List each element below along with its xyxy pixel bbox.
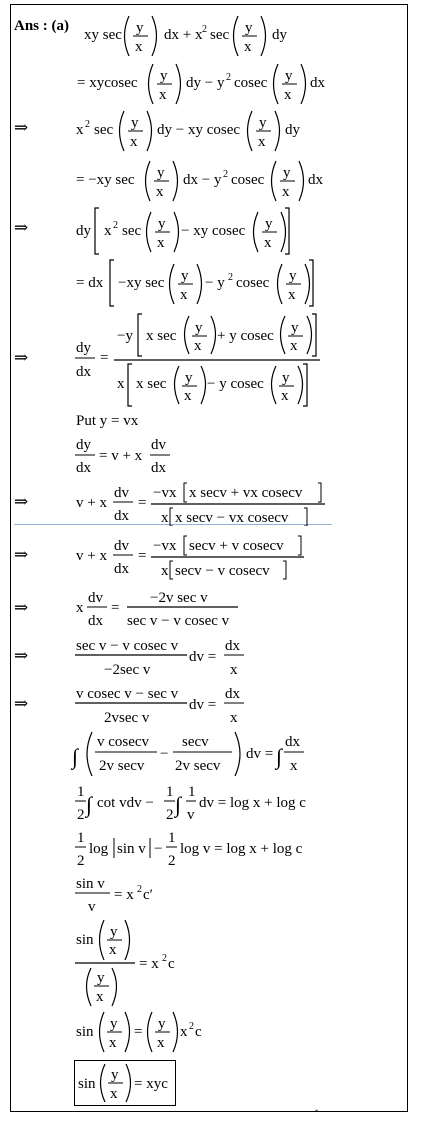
svg-text:log: log <box>89 841 109 857</box>
svg-text:= −xy sec: = −xy sec <box>76 172 135 188</box>
svg-text:sec v − v cosec v: sec v − v cosec v <box>76 638 179 654</box>
svg-text:dx: dx <box>88 613 103 629</box>
svg-text:x: x <box>264 235 272 251</box>
svg-text:y: y <box>185 370 193 386</box>
svg-text:2: 2 <box>113 220 118 231</box>
svg-text:x sec: x sec <box>146 328 177 344</box>
svg-text:dx: dx <box>310 75 325 91</box>
svg-text:dv: dv <box>114 485 129 501</box>
svg-text:x: x <box>230 710 238 726</box>
svg-text:x secv + vx cosecv: x secv + vx cosecv <box>189 485 303 501</box>
svg-text:1: 1 <box>188 784 196 800</box>
svg-text:dv = log x + log c: dv = log x + log c <box>199 795 306 811</box>
svg-text:x: x <box>159 87 167 103</box>
svg-text:x: x <box>109 942 117 958</box>
equation-line-9 <box>0 430 428 478</box>
svg-text:x: x <box>156 184 164 200</box>
svg-text:sin: sin <box>78 1076 96 1092</box>
equation-line-15 <box>0 728 428 778</box>
svg-text:∫: ∫ <box>72 744 79 769</box>
equation-line-21 <box>0 1060 428 1106</box>
svg-text:−vx: −vx <box>153 485 177 501</box>
svg-text:+ y cosec: + y cosec <box>217 328 274 344</box>
svg-text:x: x <box>161 563 169 579</box>
svg-text:sin: sin <box>76 932 94 948</box>
svg-text:x: x <box>96 989 104 1005</box>
svg-text:y: y <box>285 68 293 84</box>
equation-line-6 <box>0 256 428 308</box>
implies-arrow: ⇒ <box>14 348 29 367</box>
svg-text:=: = <box>100 350 109 366</box>
svg-text:x: x <box>184 388 192 404</box>
implies-arrow: ⇒ <box>14 492 29 511</box>
svg-text:v: v <box>88 899 96 915</box>
equation-line-19 <box>0 916 428 1008</box>
svg-text:dx: dx <box>76 460 91 476</box>
svg-text:−: − <box>160 746 169 762</box>
svg-text:y: y <box>160 68 168 84</box>
equation-line-5 <box>0 204 428 256</box>
svg-text:y: y <box>158 1016 166 1032</box>
svg-text:1: 1 <box>168 830 176 846</box>
svg-text:= xyc: = xyc <box>134 1076 168 1092</box>
svg-text:x: x <box>194 338 202 354</box>
svg-text:y: y <box>291 320 299 336</box>
svg-text:x: x <box>244 39 252 55</box>
svg-text:v: v <box>187 807 195 823</box>
svg-text:x: x <box>76 122 84 138</box>
svg-text:cosec: cosec <box>234 75 268 91</box>
svg-text:x: x <box>161 510 169 526</box>
svg-text:x: x <box>281 388 289 404</box>
equation-line-7 <box>0 310 428 410</box>
equation-line-10 <box>0 478 428 526</box>
svg-text:dv: dv <box>114 538 129 554</box>
svg-text:y: y <box>195 320 203 336</box>
svg-text:v + x: v + x <box>76 548 107 564</box>
svg-text:x: x <box>157 235 165 251</box>
svg-text:x: x <box>288 287 296 303</box>
svg-text:x: x <box>284 87 292 103</box>
svg-text:cosec: cosec <box>231 172 265 188</box>
svg-text:y: y <box>265 216 273 232</box>
svg-text:−2v sec v: −2v sec v <box>150 590 208 606</box>
implies-arrow: ⇒ <box>14 598 29 617</box>
equation-line-14 <box>0 680 428 728</box>
equation-line-3 <box>0 104 428 154</box>
svg-text:dx: dx <box>114 508 129 524</box>
svg-text:x sec: x sec <box>136 376 167 392</box>
svg-text:− y: − y <box>205 275 225 291</box>
equation-line-8 <box>0 408 428 432</box>
svg-text:x: x <box>117 376 125 392</box>
svg-text:2: 2 <box>162 953 167 964</box>
svg-text:y: y <box>283 165 291 181</box>
svg-text:y: y <box>136 20 144 36</box>
svg-text:y: y <box>158 216 166 232</box>
svg-text:dy − xy cosec: dy − xy cosec <box>157 122 241 138</box>
svg-text:x: x <box>180 287 188 303</box>
equation-line-13 <box>0 632 428 680</box>
svg-text:−2sec v: −2sec v <box>104 662 151 678</box>
svg-text:x: x <box>290 758 298 774</box>
svg-text:dy: dy <box>272 27 287 43</box>
svg-text:sec: sec <box>94 122 114 138</box>
equation-line-16 <box>0 778 428 826</box>
svg-text:sec: sec <box>210 27 230 43</box>
svg-text:y: y <box>97 970 105 986</box>
equation-line-1 <box>0 6 428 56</box>
equation-line-2 <box>0 56 428 106</box>
svg-text:y: y <box>289 268 297 284</box>
svg-text:dy − y: dy − y <box>186 75 225 91</box>
svg-text:sin v: sin v <box>117 841 146 857</box>
svg-text:−vx: −vx <box>153 538 177 554</box>
svg-text:1: 1 <box>77 830 85 846</box>
svg-text:x: x <box>76 600 84 616</box>
svg-text:xy sec: xy sec <box>84 27 122 43</box>
svg-text:dx + x: dx + x <box>164 27 203 43</box>
svg-text:= x: = x <box>139 956 159 972</box>
svg-text:y: y <box>259 115 267 131</box>
svg-text:2: 2 <box>189 1021 194 1032</box>
equation-line-18 <box>0 870 428 918</box>
svg-text:2: 2 <box>137 884 142 895</box>
svg-text:= x: = x <box>114 887 134 903</box>
svg-text:dv =: dv = <box>189 649 217 665</box>
svg-text:2vsec v: 2vsec v <box>104 710 150 726</box>
svg-text:=: = <box>138 548 147 564</box>
svg-text:dv =: dv = <box>246 746 274 762</box>
svg-text:=: = <box>111 600 120 616</box>
svg-text:2: 2 <box>166 807 174 823</box>
implies-arrow: ⇒ <box>14 118 29 137</box>
svg-text:y: y <box>245 20 253 36</box>
implies-arrow: ⇒ <box>14 646 29 665</box>
svg-text:2v secv: 2v secv <box>175 758 221 774</box>
svg-text:=: = <box>134 1024 143 1040</box>
equation-line-20 <box>0 1006 428 1058</box>
svg-text:dy: dy <box>285 122 300 138</box>
svg-text:sin v: sin v <box>76 876 105 892</box>
svg-text:dv =: dv = <box>189 697 217 713</box>
svg-text:c: c <box>168 956 175 972</box>
svg-text:dx: dx <box>114 561 129 577</box>
svg-text:secv: secv <box>182 734 209 750</box>
svg-text:2: 2 <box>168 853 176 869</box>
svg-text:= dx: = dx <box>76 275 104 291</box>
svg-text:sin: sin <box>76 1024 94 1040</box>
svg-text:x: x <box>109 1035 117 1051</box>
svg-text:dv: dv <box>151 437 166 453</box>
svg-text:=: = <box>138 495 147 511</box>
svg-text:x: x <box>230 662 238 678</box>
svg-text:−xy sec: −xy sec <box>118 275 165 291</box>
svg-text:dx: dx <box>225 638 240 654</box>
svg-text:x: x <box>258 134 266 150</box>
svg-text:secv − v cosecv: secv − v cosecv <box>175 563 270 579</box>
svg-text:dy: dy <box>76 437 91 453</box>
svg-text:y: y <box>282 370 290 386</box>
equation-line-11 <box>0 532 428 580</box>
svg-text:2: 2 <box>77 853 85 869</box>
svg-text:y: y <box>110 1016 118 1032</box>
svg-text:dx: dx <box>225 686 240 702</box>
svg-text:x: x <box>290 338 298 354</box>
svg-text:x: x <box>282 184 290 200</box>
svg-text:1: 1 <box>77 784 85 800</box>
svg-text:2: 2 <box>77 807 85 823</box>
svg-text:y: y <box>157 165 165 181</box>
svg-text:− y cosec: − y cosec <box>207 376 264 392</box>
svg-text:Put y = vx: Put y = vx <box>76 413 139 429</box>
svg-text:dx: dx <box>308 172 323 188</box>
implies-arrow: ⇒ <box>14 545 29 564</box>
svg-text:v cosec v − sec v: v cosec v − sec v <box>76 686 179 702</box>
svg-text:cosec: cosec <box>236 275 270 291</box>
svg-text:− xy cosec: − xy cosec <box>181 223 246 239</box>
svg-text:y: y <box>181 268 189 284</box>
svg-text:x: x <box>180 1024 188 1040</box>
svg-text:x: x <box>104 223 112 239</box>
svg-text:2: 2 <box>228 272 233 283</box>
svg-text:c: c <box>195 1024 202 1040</box>
svg-text:−y: −y <box>117 328 133 344</box>
svg-text:v cosecv: v cosecv <box>97 734 150 750</box>
svg-text:x: x <box>135 39 143 55</box>
svg-text:∫: ∫ <box>276 744 283 769</box>
svg-text:sec: sec <box>122 223 142 239</box>
svg-text:secv + v cosecv: secv + v cosecv <box>189 538 284 554</box>
svg-text:2: 2 <box>226 72 231 83</box>
implies-arrow: ⇒ <box>14 218 29 237</box>
svg-text:y: y <box>110 924 118 940</box>
svg-text:x: x <box>130 134 138 150</box>
svg-text:x: x <box>110 1086 118 1102</box>
svg-text:v + x: v + x <box>76 495 107 511</box>
equation-line-4 <box>0 154 428 204</box>
svg-text:dv: dv <box>88 590 103 606</box>
svg-text:= v + x: = v + x <box>99 448 143 464</box>
svg-text:−: − <box>154 841 163 857</box>
svg-text:dx: dx <box>151 460 166 476</box>
svg-text:dy: dy <box>76 223 91 239</box>
svg-text:sec v − v cosec v: sec v − v cosec v <box>127 613 230 629</box>
svg-text:dx − y: dx − y <box>183 172 222 188</box>
svg-text:x: x <box>157 1035 165 1051</box>
svg-text:∫: ∫ <box>86 792 93 817</box>
svg-text:x secv − vx cosecv: x secv − vx cosecv <box>175 510 289 526</box>
corner-mark: ˇ <box>315 1108 318 1118</box>
svg-text:1: 1 <box>166 784 174 800</box>
svg-text:2v secv: 2v secv <box>99 758 145 774</box>
answer-label: Ans : (a) <box>14 18 69 34</box>
svg-text:log v = log x + log c: log v = log x + log c <box>180 841 303 857</box>
svg-text:dx: dx <box>285 734 300 750</box>
implies-arrow: ⇒ <box>14 694 29 713</box>
svg-text:c′: c′ <box>143 887 153 903</box>
svg-text:= xycosec: = xycosec <box>77 75 138 91</box>
svg-text:y: y <box>111 1067 119 1083</box>
equation-line-12 <box>0 584 428 632</box>
svg-text:2: 2 <box>223 169 228 180</box>
svg-text:cot vdv −: cot vdv − <box>97 795 154 811</box>
svg-text:2: 2 <box>202 24 207 35</box>
svg-text:2: 2 <box>85 119 90 130</box>
svg-text:∫: ∫ <box>175 792 182 817</box>
svg-text:y: y <box>131 115 139 131</box>
equation-line-17 <box>0 824 428 872</box>
svg-text:dx: dx <box>76 364 91 380</box>
svg-text:dy: dy <box>76 340 91 356</box>
